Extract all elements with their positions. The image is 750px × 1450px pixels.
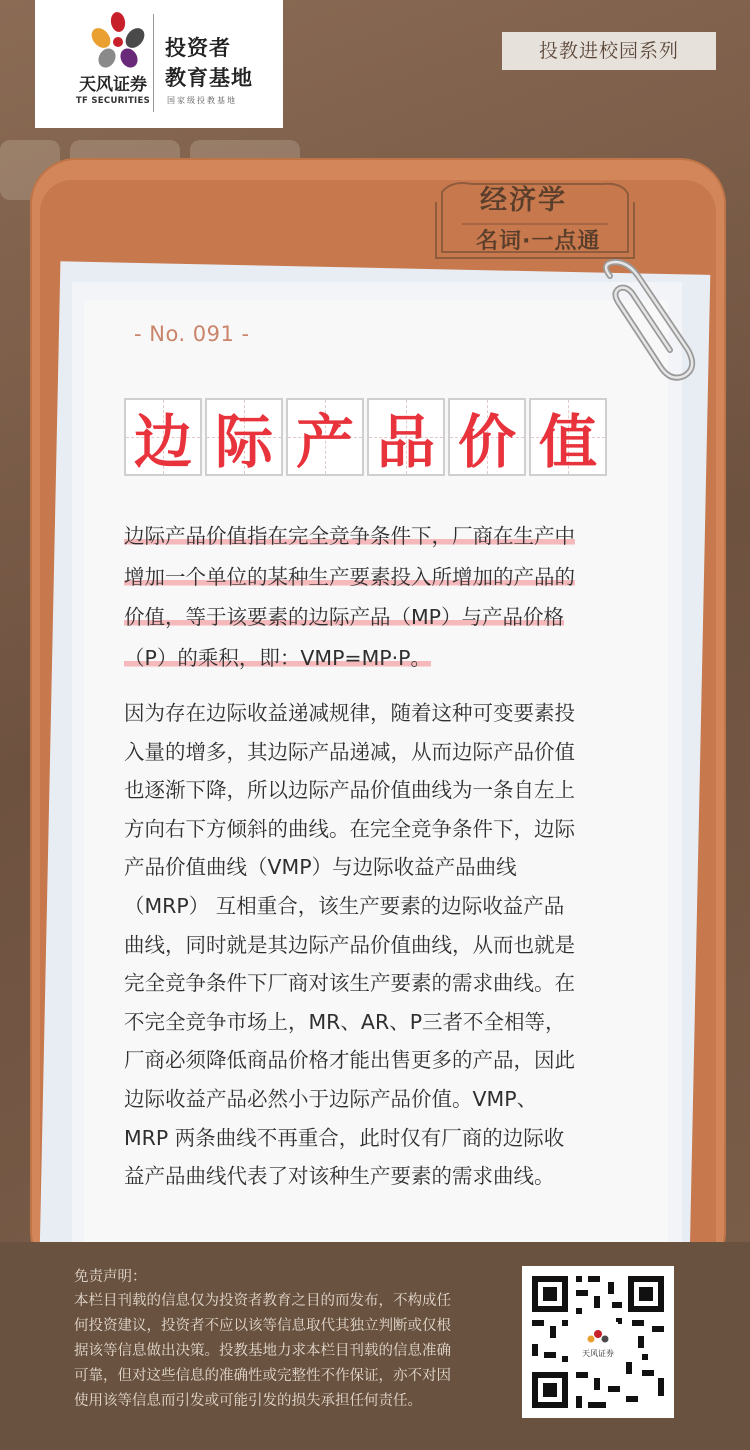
brand-name-en: TF SECURITIES: [75, 96, 151, 106]
disclaimer-line: 本栏目刊载的信息仅为投资者教育之目的而发布，不构成任: [74, 1293, 451, 1309]
base-title-line1: 投资者: [165, 36, 231, 60]
definition-line: 增加一个单位的某种生产要素投入所增加的产品的: [124, 564, 575, 589]
definition-paragraph: [124, 516, 634, 678]
body-line: 曲线，同时就是其边际产品价值曲线，从而也就是: [124, 932, 575, 957]
definition-line: （P）的乘积，即：VMP=MP·P。: [124, 645, 432, 670]
body-line: 厂商必须降低商品价格才能出售更多的产品，因此: [124, 1048, 575, 1073]
definition-line: 价值，等于该要素的边际产品（MP）与产品价格: [124, 605, 565, 629]
disclaimer-title: 免责声明：: [74, 1269, 147, 1285]
body-line: MRP 两条曲线不再重合，此时仅有厂商的边际收: [124, 1125, 565, 1150]
body-line: （MRP） 互相重合，该生产要素的边际收益产品: [124, 893, 565, 918]
disclaimer-line: 何投资建议，投资者不应以该等信息取代其独立判断或仅根: [74, 1318, 451, 1334]
issue-number: - No. 091 -: [134, 322, 250, 346]
definition-line: 边际产品价值指在完全竞争条件下，厂商在生产中: [124, 524, 575, 548]
base-subtitle: 国家级投教基地: [167, 96, 237, 105]
series-stamp: [432, 172, 638, 264]
brand-name: 天风证券: [79, 75, 147, 95]
body-line: 产品价值曲线（VMP）与边际收益产品曲线: [124, 855, 517, 880]
logo-divider: [153, 14, 154, 112]
stamp-title: 经济学: [480, 185, 567, 216]
body-line: 益产品曲线代表了对该种生产要素的需求曲线。: [124, 1164, 555, 1189]
page-title: [124, 398, 607, 476]
body-line: 因为存在边际收益递减规律，随着这种可变要素投: [124, 701, 575, 725]
title-char: 价: [448, 398, 526, 476]
title-char: 际: [205, 398, 283, 476]
title-char: 值: [529, 398, 607, 476]
title-char: 边: [124, 398, 202, 476]
body-line: 完全竞争条件下厂商对该生产要素的需求曲线。在: [124, 971, 575, 996]
paperclip-icon: [590, 258, 700, 388]
series-badge: 投教进校园系列: [502, 32, 716, 70]
disclaimer-line: 据该等信息做出决策。投教基地力求本栏目刊载的信息准确: [74, 1343, 451, 1359]
stamp-subtitle: 名词·一点通: [476, 229, 601, 254]
brand-logo-box: [35, 0, 283, 128]
base-title-line2: 教育基地: [165, 66, 253, 90]
disclaimer-text: [74, 1289, 504, 1414]
title-char: 品: [367, 398, 445, 476]
body-line: 入量的增多，其边际产品递减，从而边际产品价值: [124, 739, 575, 764]
explanation-paragraph: [124, 694, 634, 1196]
qr-code[interactable]: [522, 1266, 674, 1418]
body-line: 边际收益产品必然小于边际产品价值。VMP、: [124, 1086, 538, 1111]
brand-logo-icon: [83, 12, 153, 72]
body-line: 方向右下方倾斜的曲线。在完全竞争条件下，边际: [124, 816, 575, 841]
qr-code-icon: [522, 1266, 674, 1418]
qr-caption: 天风证券: [582, 1349, 614, 1358]
title-char: 产: [286, 398, 364, 476]
disclaimer-line: 可靠，但对这些信息的准确性或完整性不作保证，亦不对因: [74, 1368, 451, 1384]
body-line: 也逐渐下降，所以边际产品价值曲线为一条自左上: [124, 778, 575, 803]
body-line: 不完全竞争市场上，MR、AR、P三者不全相等，: [124, 1009, 566, 1034]
disclaimer-line: 使用该等信息而引发或可能引发的损失承担任何责任。: [74, 1393, 422, 1409]
